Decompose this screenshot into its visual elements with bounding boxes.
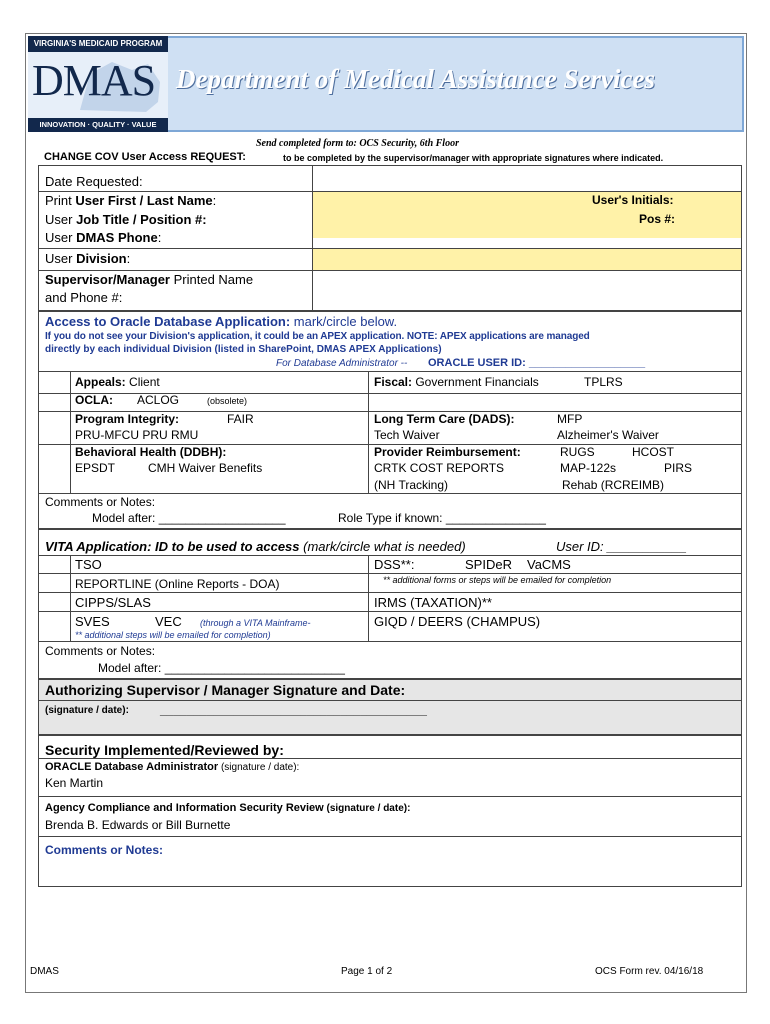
security-comments-label: Comments or Notes: (45, 843, 164, 857)
send-to-line: Send completed form to: OCS Security, 6th Floor (256, 138, 459, 149)
supervisor-label: Supervisor/Manager Printed Name (45, 272, 254, 287)
epsdt-option[interactable]: EPSDT (75, 461, 116, 475)
horizontal-rule (38, 592, 742, 593)
cmh-waiver-option[interactable]: CMH Waiver Benefits (148, 461, 263, 475)
horizontal-rule (38, 573, 742, 574)
tso-option[interactable]: TSO (75, 557, 102, 572)
horizontal-rule (38, 836, 742, 837)
horizontal-rule (38, 371, 742, 372)
behavioral-health-label: Behavioral Health (DDBH): (75, 445, 227, 459)
hcost-option[interactable]: HCOST (632, 445, 674, 459)
provider-reimbursement-label: Provider Reimbursement: (374, 445, 521, 459)
user-initials-label: User's Initials: (592, 193, 674, 207)
rehab-option[interactable]: Rehab (RCREIMB) (562, 478, 665, 492)
obsolete-note: (obsolete) (207, 396, 248, 406)
spider-option[interactable]: SPIDeR (465, 557, 512, 572)
job-title-label: User Job Title / Position #: (45, 212, 207, 227)
horizontal-rule (38, 796, 742, 797)
date-requested-label: Date Requested: (45, 174, 143, 189)
dba-label: For Database Administrator -- (276, 358, 408, 369)
sves-option[interactable]: SVES (75, 614, 110, 629)
crtk-cost-reports-option[interactable]: CRTK COST REPORTS (374, 461, 505, 475)
user-name-label: Print User First / Last Name: (45, 193, 217, 208)
ocla-label: OCLA: (75, 393, 113, 407)
vita-comments-label: Comments or Notes: (45, 644, 156, 658)
oracle-heading: Access to Oracle Database Application: mark/circle below. (45, 314, 398, 329)
authorizing-signature-line[interactable]: ________________________________________ (160, 703, 427, 717)
vita-model-after[interactable]: Model after: ___________________________ (98, 661, 345, 675)
horizontal-rule (38, 555, 742, 556)
horizontal-rule (38, 270, 742, 271)
irms-option[interactable]: IRMS (TAXATION)** (374, 595, 492, 610)
agency-review-names: Brenda B. Edwards or Bill Burnette (45, 818, 231, 832)
horizontal-rule (38, 758, 742, 759)
mfp-option[interactable]: MFP (557, 412, 583, 426)
vertical-rule (368, 555, 369, 641)
cipps-option[interactable]: CIPPS/SLAS (75, 595, 151, 610)
program-integrity-label: Program Integrity: (75, 412, 180, 426)
request-title: CHANGE COV User Access REQUEST: (44, 151, 246, 163)
tech-waiver-option[interactable]: Tech Waiver (374, 428, 440, 442)
supervisor-phone-label: and Phone #: (45, 290, 123, 305)
pos-number-label: Pos #: (639, 212, 676, 226)
fiscal-option[interactable]: Fiscal: Government Financials (374, 375, 539, 389)
mainframe-note: (through a VITA Mainframe- (200, 618, 311, 628)
footer-left: DMAS (30, 966, 59, 977)
role-type-field[interactable]: Role Type if known: _______________ (338, 511, 546, 525)
giqd-option[interactable]: GIQD / DEERS (CHAMPUS) (374, 614, 541, 629)
alzheimers-waiver-option[interactable]: Alzheimer's Waiver (557, 428, 659, 442)
vertical-rule (70, 371, 71, 493)
security-heading: Security Implemented/Reviewed by: (45, 742, 284, 758)
pirs-option[interactable]: PIRS (664, 461, 693, 475)
agency-review-signature-label: Agency Compliance and Information Security Review (signature / date): (45, 802, 411, 814)
logo-program-label: VIRGINIA'S MEDICAID PROGRAM (28, 36, 168, 52)
vertical-rule (70, 555, 71, 641)
fair-option[interactable]: FAIR (227, 412, 254, 426)
logo-tagline: INNOVATION · QUALITY · VALUE (28, 118, 168, 132)
nh-tracking-option[interactable]: (NH Tracking) (374, 478, 449, 492)
signature-date-label: (signature / date): (45, 705, 129, 716)
logo: DMAS (32, 56, 156, 105)
form-revision: OCS Form rev. 04/16/18 (595, 966, 704, 977)
rugs-option[interactable]: RUGS (560, 445, 595, 459)
oracle-dba-signature-label: ORACLE Database Administrator (signature / date): (45, 761, 300, 773)
appeals-option[interactable]: Appeals: Client (75, 375, 160, 389)
page-number: Page 1 of 2 (341, 966, 393, 977)
long-term-care-label: Long Term Care (DADS): (374, 412, 515, 426)
request-note: to be completed by the supervisor/manager with appropriate signatures where indicated. (283, 153, 664, 163)
vita-heading: VITA Application: ID to be used to access (mark/circle what is needed) (45, 539, 466, 554)
horizontal-rule (38, 700, 742, 701)
additional-forms-note: ** additional forms or steps will be emailed for completion (383, 575, 612, 585)
horizontal-rule (38, 641, 742, 642)
vec-option[interactable]: VEC (155, 614, 182, 629)
horizontal-rule (38, 493, 742, 494)
oracle-user-id[interactable]: ORACLE USER ID: ___________________ (428, 357, 646, 369)
initials-pos-field[interactable] (313, 192, 741, 238)
oracle-dba-name: Ken Martin (45, 776, 104, 790)
division-label: User Division: (45, 251, 131, 266)
mainframe-note-2: ** additional steps will be emailed for completion) (75, 630, 271, 640)
vita-user-id[interactable]: User ID: ___________ (556, 539, 687, 554)
oracle-note-1: If you do not see your Division's application, it could be an APEX application. NOTE: APEX applications are managed (45, 331, 590, 342)
authorizing-heading: Authorizing Supervisor / Manager Signature and Date: (45, 682, 406, 698)
vacms-option[interactable]: VaCMS (527, 557, 571, 572)
dss-label: DSS**: (374, 557, 415, 572)
phone-label: User DMAS Phone: (45, 230, 162, 245)
vertical-rule (368, 371, 369, 493)
map-122s-option[interactable]: MAP-122s (560, 461, 617, 475)
vertical-rule (312, 165, 313, 311)
page-title: Department of Medical Assistance Services (176, 64, 655, 94)
pru-options[interactable]: PRU-MFCU PRU RMU (75, 428, 199, 442)
horizontal-rule (38, 611, 742, 612)
aclog-option[interactable]: ACLOG (137, 393, 180, 407)
tplrs-option[interactable]: TPLRS (584, 375, 623, 389)
oracle-note-2: directly by each individual Division (listed in SharePoint, DMAS APEX Applications) (45, 344, 442, 355)
oracle-comments-label: Comments or Notes: (45, 495, 156, 509)
oracle-model-after[interactable]: Model after: ___________________ (92, 511, 286, 525)
division-field[interactable] (313, 249, 741, 270)
reportline-option[interactable]: REPORTLINE (Online Reports - DOA) (75, 577, 280, 591)
